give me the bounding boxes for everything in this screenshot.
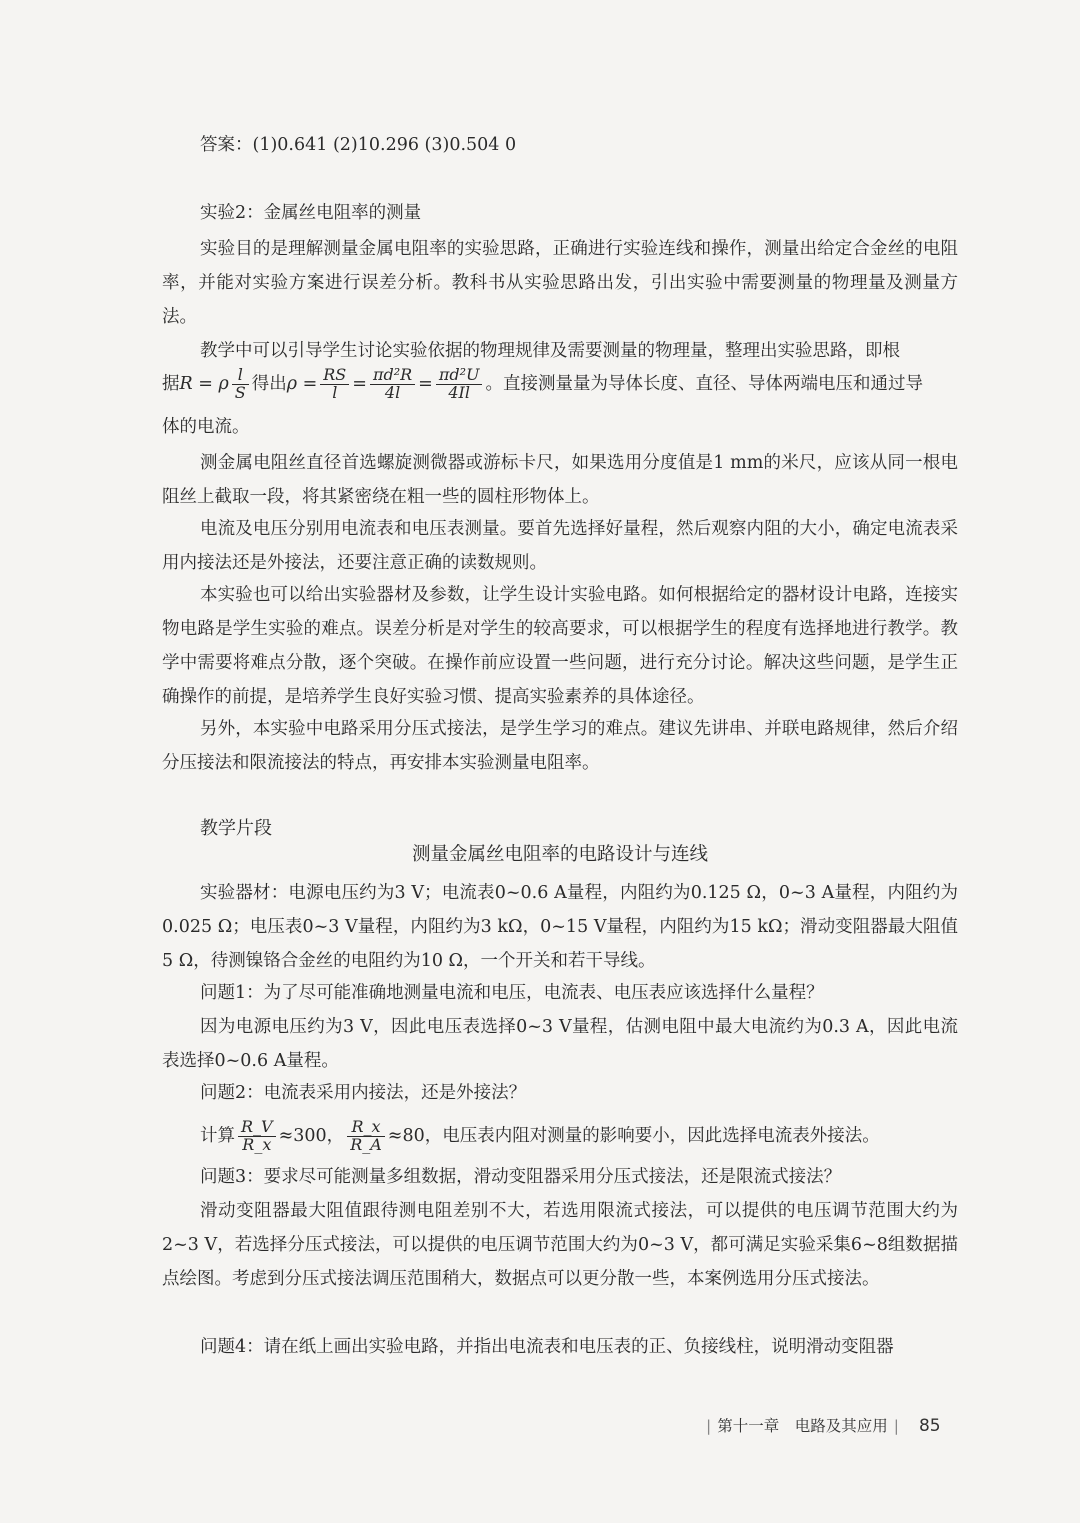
formula-tail-text: 。直接测量量为导体长度、直径、导体两端电压和通过导 bbox=[485, 374, 923, 394]
formula-rho: ρ = bbox=[286, 374, 318, 394]
segment-label: 教学片段 bbox=[200, 818, 272, 839]
experiment-title: 实验2：金属丝电阻率的测量 bbox=[200, 203, 422, 223]
formula-R: R = ρ bbox=[179, 374, 229, 394]
paragraph-meters: 电流及电压分别用电流表和电压表测量。要首先选择好量程，然后观察内阻的大小，确定电流表采用内接法还是外接法，还要注意正确的读数规则。 bbox=[162, 519, 958, 573]
page-number: 85 bbox=[918, 1416, 941, 1436]
calc-tail: 电压表内阻对测量的影响要小，因此选择电流表外接法。 bbox=[442, 1126, 880, 1146]
answer-1: 因为电源电压约为3 V，因此电压表选择0~3 V量程，估测电阻中最大电流约为0.3 A，因此电流表选择0~0.6 A量程。 bbox=[162, 1017, 958, 1071]
equals-1: = bbox=[352, 374, 367, 394]
formula-line bbox=[162, 364, 923, 404]
calc-prefix: 计算 bbox=[200, 1126, 235, 1146]
answer-3: 滑动变阻器最大阻值跟待测电阻差别不大，若选用限流式接法，可以提供的电压调节范围大约为2~3 V，若选择分压式接法，可以提供的电压调节范围大约为0~3 V，都可满足实验采集6~8组数据描点绘图。考虑到分压式接法调压范围稍大，数据点可以更分散一些，本案例选用分压式接法。 bbox=[162, 1201, 958, 1289]
text-de: 得出 bbox=[251, 374, 287, 394]
segment-title: 测量金属丝电阻率的电路设计与连线 bbox=[411, 844, 708, 865]
equals-2: = bbox=[418, 374, 433, 394]
fraction-l-over-S: $\frac{l}{S}$ bbox=[232, 367, 249, 402]
calc-approx-300: ≈300， bbox=[278, 1126, 345, 1146]
question-1: 问题1：为了尽可能准确地测量电流和电压，电流表、电压表应该选择什么量程？ bbox=[200, 983, 824, 1003]
paragraph-equipment: 实验器材：电源电压约为3 V；电流表0~0.6 A量程，内阻约为0.125 Ω，0~3 A量程，内阻约为0.025 Ω；电压表0~3 V量程，内阻约为3 kΩ，0~15 V量程，内阻约为15 kΩ；滑动变阻器最大阻值5 Ω，待测镍铬合金丝的电阻约为10 Ω，一个开关和若干导线。 bbox=[162, 883, 958, 971]
footer-chapter: 第十一章 电路及其应用 bbox=[717, 1417, 888, 1435]
paragraph-method-line3: 体的电流。 bbox=[162, 417, 250, 437]
fraction-Rx-over-RA: $\frac{R\_x}{R\_A}$ bbox=[347, 1119, 385, 1154]
paragraph-design: 本实验也可以给出实验器材及参数，让学生设计实验电路。如何根据给定的器材设计电路，连接实物电路是学生实验的难点。误差分析是对学生的较高要求，可以根据学生的程度有选择地进行教学。教学中需要将难点分散，逐个突破。在操作前应设置一些问题，进行充分讨论。解决这些问题，是学生正确操作的前提，是培养学生良好实验习惯、提高实验素养的具体途径。 bbox=[162, 585, 958, 707]
fraction-RS-over-l: $\frac{RS}{l}$ bbox=[320, 367, 349, 402]
calc-line bbox=[200, 1112, 880, 1160]
question-2: 问题2：电流表采用内接法，还是外接法？ bbox=[200, 1083, 527, 1103]
paragraph-purpose: 实验目的是理解测量金属电阻率的实验思路，正确进行实验连线和操作，测量出给定合金丝的电阻率，并能对实验方案进行误差分析。教科书从实验思路出发，引出实验中需要测量的物理量及测量方法。 bbox=[162, 239, 958, 327]
paragraph-diameter: 测金属电阻丝直径首选螺旋测微器或游标卡尺，如果选用分度值是1 mm的米尺，应该从同一根电阻丝上截取一段，将其紧密绕在粗一些的圆柱形物体上。 bbox=[162, 453, 958, 507]
answer-line: 答案：(1)0.641 (2)10.296 (3)0.504 0 bbox=[200, 135, 517, 155]
paragraph-voltage-divider: 另外，本实验中电路采用分压式接法，是学生学习的难点。建议先讲串、并联电路规律，然后介绍分压接法和限流接法的特点，再安排本实验测量电阻率。 bbox=[162, 719, 958, 773]
calc-approx-80: ≈80， bbox=[387, 1126, 443, 1146]
question-4: 问题4：请在纸上画出实验电路，并指出电流表和电压表的正、负接线柱，说明滑动变阻器 bbox=[200, 1337, 894, 1357]
question-3: 问题3：要求尽可能测量多组数据，滑动变阻器采用分压式接法，还是限流式接法？ bbox=[200, 1167, 842, 1187]
fraction-pid2U-over-4Il: $\frac{\text{πd²U}}{4Il}$ bbox=[436, 367, 483, 402]
fraction-RV-over-Rx: $\frac{R\_V}{R\_x}$ bbox=[238, 1119, 276, 1154]
page-footer: | 第十一章 电路及其应用 | 85 bbox=[706, 1416, 941, 1436]
fraction-pid2R-over-4l: $\frac{\text{πd²R}}{4l}$ bbox=[370, 367, 415, 402]
paragraph-method-line1: 教学中可以引导学生讨论实验依据的物理规律及需要测量的物理量，整理出实验思路，即根 bbox=[200, 341, 900, 361]
text-ju: 据 bbox=[162, 374, 180, 394]
